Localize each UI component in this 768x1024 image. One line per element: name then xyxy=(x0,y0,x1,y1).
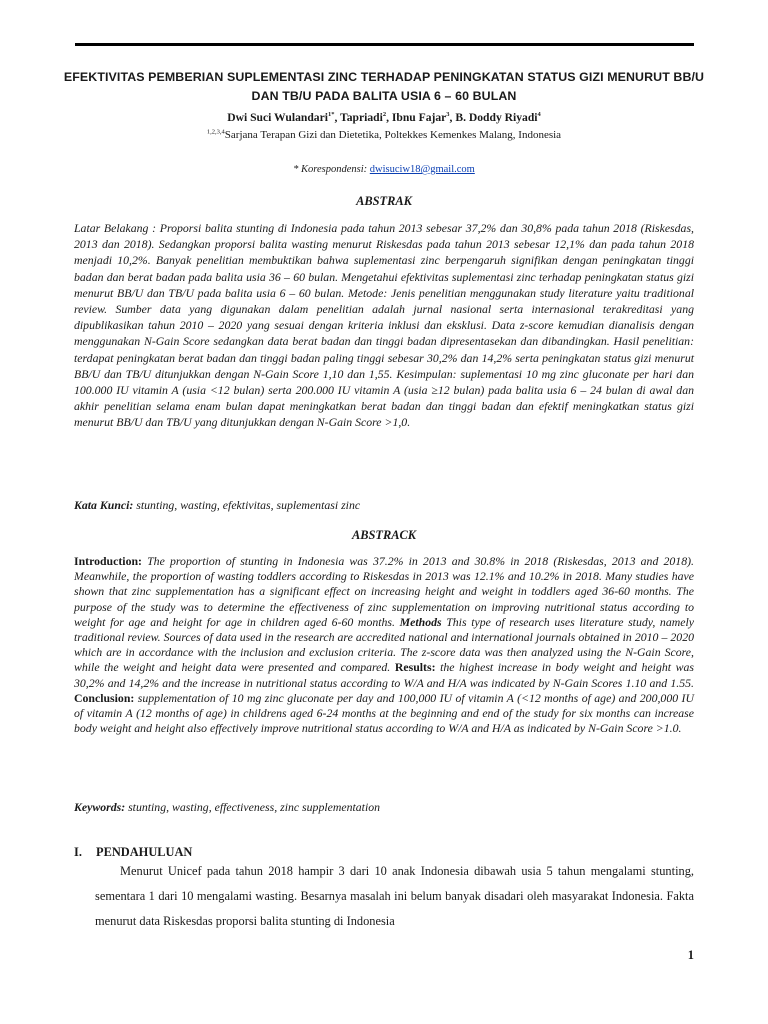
author-name: , B. Doddy Riyadi xyxy=(449,111,538,124)
methods-label: Methods xyxy=(399,614,442,629)
keywords xyxy=(74,800,694,815)
affiliation-superscript: 1,2,3,4 xyxy=(206,128,225,136)
introduction-label: Introduction: xyxy=(74,554,142,568)
abstrak-body: Latar Belakang : Proporsi balita stunting di Indonesia pada tahun 2013 sebesar 37,2% dan 30,8% pada tahun 2018 (Riskesdas, 2013 dan 2018). Sedangkan proporsi balita wasting menurut Riskesdas pada tahun 2013 sebesar 12,1% dan pada tahun 2018 menjadi 10,2%. Banyak penelitian membuktikan bahwa suplementasi zinc berpengaruh signifikan dengan peningkatan tinggi badan dan berat badan pada balita usia 36 – 60 bulan. Mengetahui efektivitas suplementasi zinc terhadap peningkatan status gizi menurut BB/U dan TB/U pada balita usia 6 – 60 bulan. Metode: Jenis penelitian menggunakan study literature yaitu traditional review. Sumber data yang digunakan dalam penelitian adalah jurnal nasional serta internasional terakreditasi yang dipublikasikan tahun 2010 – 2020 yang sesuai dengan kriteria inklusi dan eksklusi. Data z-score kemudian dianalisis dengan menggunakan N-Gain Score sedangkan data berat badan dan tinggi badan dipresentasekan dan dibandingkan. Hasil penelitian: terdapat peningkatan berat badan dan tinggi badan paling tinggi sebesar 30,2% dan 14,2% serta peningkatan status gizi menurut BB/U dan TB/U ditunjukkan dengan N-Gain Score 1,10 dan 1,55. Kesimpulan: suplementasi 10 mg zinc gluconate per hari dan 100.000 IU vitamin A (usia <12 bulan) serta 200.000 IU vitamin A (usia ≥12 bulan) pada balita usia 6 – 24 bulan di awal dan akhir penelitian selama enam bulan dapat meningkatkan berat badan dan tinggi badan dan efektif meningkatkan status gizi menurut BB/U dan TB/U yang ditunjukkan dengan N-Gain Score >1,0. xyxy=(74,221,694,430)
affiliation-text: Sarjana Terapan Gizi dan Dietetika, Poltekkes Kemenkes Malang, Indonesia xyxy=(224,129,562,141)
kata-kunci xyxy=(74,498,694,513)
author-list xyxy=(0,111,768,125)
conclusion-text: supplementation of 10 mg zinc gluconate per day and 100,000 IU of vitamin A (<12 months of age) and 200,000 IU of vitamin A (12 months of age) in childrens aged 6-24 months at the beginning and end of the study for six months can increase body weight and height also effectively improve nutritional status according to W/A and H/A as indicated by N-Gain Score >1.0. xyxy=(74,690,694,736)
author-name: , Ibnu Fajar xyxy=(386,111,447,124)
author-name: , Tapriadi xyxy=(334,111,383,124)
abstract-body xyxy=(74,554,694,736)
section-title: PENDAHULUAN xyxy=(96,845,193,859)
correspondence xyxy=(0,163,768,177)
kata-kunci-label: Kata Kunci: xyxy=(74,498,134,512)
section-heading xyxy=(74,845,192,860)
author-superscript: 2 xyxy=(382,111,387,119)
author-superscript: 3 xyxy=(446,111,450,119)
paper-title: EFEKTIVITAS PEMBERIAN SUPLEMENTASI ZINC TERHADAP PENINGKATAN STATUS GIZI MENURUT BB/U DAN TB/U PADA BALITA USIA 6 – 60 BULAN xyxy=(63,70,705,103)
conclusion-label: Conclusion: xyxy=(74,690,135,705)
results-text: the highest increase in body weight and height was 30,2% and 14,2% and the increase in nutritional status according to W/A and H/A was indicated by N-Gain Scores 1.10 and 1.55. xyxy=(74,660,694,690)
abstrak-heading: ABSTRAK xyxy=(356,194,412,208)
body-paragraph: Menurut Unicef pada tahun 2018 hampir 3 dari 10 anak Indonesia dibawah usia 5 tahun mengalami stunting, sementara 1 dari 10 mengalami wasting. Besarnya masalah ini belum banyak disadari oleh masyarakat Indonesia. Fakta menurut data Riskesdas proporsi balita stunting di Indonesia xyxy=(95,864,694,928)
abstract-heading: ABSTRACK xyxy=(351,528,417,542)
author-superscript: 4 xyxy=(537,111,541,119)
methods-text: This type of research uses literature study, namely traditional review. Sources of data used in the research are accredited national and international journals obtained in 2010 – 2020 which are in accordance with the inclusion and exclusion criteria. The z-score data was then analyzed using the N-Gain Score, while the weight and height data were presented and compared. xyxy=(74,614,694,675)
keywords-text: stunting, wasting, effectiveness, zinc supplementation xyxy=(125,800,381,814)
introduction-text: The proportion of stunting in Indonesia was 37.2% in 2013 and 30.8% in 2018 (Riskesdas, 2013 and 2018). Meanwhile, the proportion of wasting toddlers according to Riskesdas in 2013 was 12.1% and 10.2% in 2018. Many studies have shown that zinc supplementation has a significant effect on increasing height and weight in toddlers aged 36-60 months. The purpose of the study was to determine the effectiveness of zinc supplementation on improving nutritional status according to weight for age and height for age in children aged 6-60 months. xyxy=(74,554,694,629)
author-name: Dwi Suci Wulandari xyxy=(227,111,328,124)
results-label: Results: xyxy=(394,660,436,675)
section-body xyxy=(95,859,694,934)
section-number: I. xyxy=(74,845,82,859)
header-rule xyxy=(75,43,694,46)
correspondence-label: * Korespondensi: xyxy=(293,164,370,175)
keywords-label: Keywords: xyxy=(74,800,126,814)
kata-kunci-text: stunting, wasting, efektivitas, suplementasi zinc xyxy=(133,498,361,512)
page-number: 1 xyxy=(687,948,694,962)
author-superscript: 1* xyxy=(327,111,335,119)
affiliation xyxy=(0,128,768,142)
email-link[interactable]: dwisuciw18@gmail.com xyxy=(369,164,475,175)
